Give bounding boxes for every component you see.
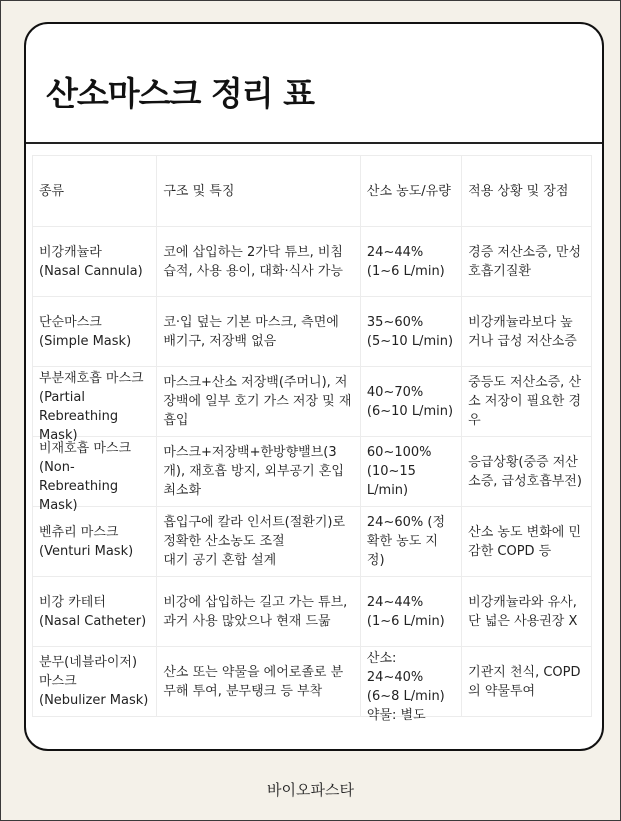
cell-text: 부분재호흡 마스크 (Partial Rebreathing Mask): [39, 370, 144, 443]
cell-concentration: [360, 647, 461, 723]
cell-structure: [157, 577, 361, 647]
cell-type: [33, 227, 157, 297]
cell-concentration: [360, 227, 461, 297]
column-header-concentration: 산소 농도/유량: [360, 156, 461, 227]
cell-type: [33, 367, 157, 443]
cell-structure: [157, 227, 361, 297]
cell-text: 코에 삽입하는 2가닥 튜브, 비침습적, 사용 용이, 대화·식사 가능: [163, 244, 343, 279]
cell-text: 24~44% (1~6 L/min): [366, 244, 445, 279]
title-divider: [26, 142, 602, 144]
cell-text: 비강캐뉼라보다 높거나 급성 저산소증: [468, 314, 577, 349]
cell-text: 코·입 덮는 기본 마스크, 측면에 배기구, 저장백 없음: [163, 314, 339, 349]
table-row: [33, 507, 592, 577]
cell-application: [462, 297, 592, 367]
table-row: [33, 227, 592, 297]
cell-text: 마스크+산소 저장백(주머니), 저장백에 일부 호기 가스 저장 및 재흡입: [163, 375, 352, 428]
cell-text: 40~70% (6~10 L/min): [366, 384, 454, 419]
cell-text: 마스크+저장백+한방향밸브(3개), 재호흡 방지, 외부공기 혼입 최소화: [163, 445, 344, 498]
cell-type: [33, 297, 157, 367]
cell-text: 흡입구에 칼라 인서트(절환기)로 정확한 산소농도 조절 대기 공기 혼합 설계: [163, 515, 346, 568]
cell-type: [33, 437, 157, 513]
cell-concentration: [360, 507, 461, 577]
cell-text: 비강에 삽입하는 길고 가는 튜브, 과거 사용 많았으나 현재 드묾: [163, 594, 348, 629]
cell-text: 산소: 24~40% (6~8 L/min) 약물: 별도: [366, 650, 445, 723]
cell-type: [33, 647, 157, 717]
cell-concentration: [360, 297, 461, 367]
table-row: [33, 297, 592, 367]
cell-text: 비강 카테터 (Nasal Catheter): [39, 594, 147, 629]
table-row: [33, 367, 592, 437]
table-row: [33, 647, 592, 717]
cell-text: 경증 저산소증, 만성호흡기질환: [468, 244, 582, 279]
cell-text: 산소 또는 약물을 에어로졸로 분무해 투여, 분무탱크 등 부착: [163, 664, 344, 699]
cell-text: 비강캐뉼라와 유사, 단 넓은 사용권장 X: [468, 594, 578, 629]
cell-text: 응급상황(중증 저산소증, 급성호흡부전): [468, 454, 582, 489]
column-header-structure: 구조 및 특징: [157, 156, 361, 227]
footer-brand: 바이오파스타: [267, 781, 354, 799]
cell-text: 중등도 저산소증, 산소 저장이 필요한 경우: [468, 375, 582, 428]
cell-type: [33, 507, 157, 577]
oxygen-mask-table: [32, 155, 592, 723]
cell-text: 24~44% (1~6 L/min): [366, 594, 445, 629]
cell-text: 기관지 천식, COPD의 약물투여: [468, 664, 581, 699]
cell-application: [462, 227, 592, 297]
cell-text: 분무(네블라이저) 마스크 (Nebulizer Mask): [39, 655, 149, 708]
cell-structure: [157, 647, 361, 717]
cell-text: 비강캐뉼라 (Nasal Cannula): [39, 244, 143, 279]
cell-text: 60~100% (10~15 L/min): [366, 445, 432, 498]
cell-text: 산소 농도 변화에 민감한 COPD 등: [468, 524, 582, 559]
cell-application: [462, 437, 592, 507]
cell-structure: [157, 367, 361, 437]
table-row: [33, 577, 592, 647]
cell-text: 단순마스크 (Simple Mask): [39, 314, 132, 349]
cell-application: [462, 367, 592, 437]
content-card: [24, 22, 604, 751]
title-section: [26, 24, 602, 144]
cell-concentration: [360, 367, 461, 437]
table-header-row: [33, 156, 592, 227]
cell-text: 35~60% (5~10 L/min): [366, 314, 454, 349]
cell-application: [462, 647, 592, 717]
cell-text: 벤츄리 마스크 (Venturi Mask): [39, 524, 134, 559]
column-header-application: 적용 상황 및 장점: [462, 156, 592, 227]
cell-application: [462, 507, 592, 577]
cell-application: [462, 577, 592, 647]
cell-structure: [157, 507, 361, 577]
column-header-type: 종류: [33, 156, 157, 227]
cell-type: [33, 577, 157, 647]
cell-text: 비재호흡 마스크 (Non-Rebreathing Mask): [39, 440, 132, 513]
cell-concentration: [360, 577, 461, 647]
page-title: 산소마스크 정리 표: [46, 74, 315, 113]
cell-text: 24~60% (정확한 농도 지정): [366, 515, 445, 568]
table-row: [33, 437, 592, 507]
cell-structure: [157, 437, 361, 507]
cell-structure: [157, 297, 361, 367]
cell-concentration: [360, 437, 461, 507]
